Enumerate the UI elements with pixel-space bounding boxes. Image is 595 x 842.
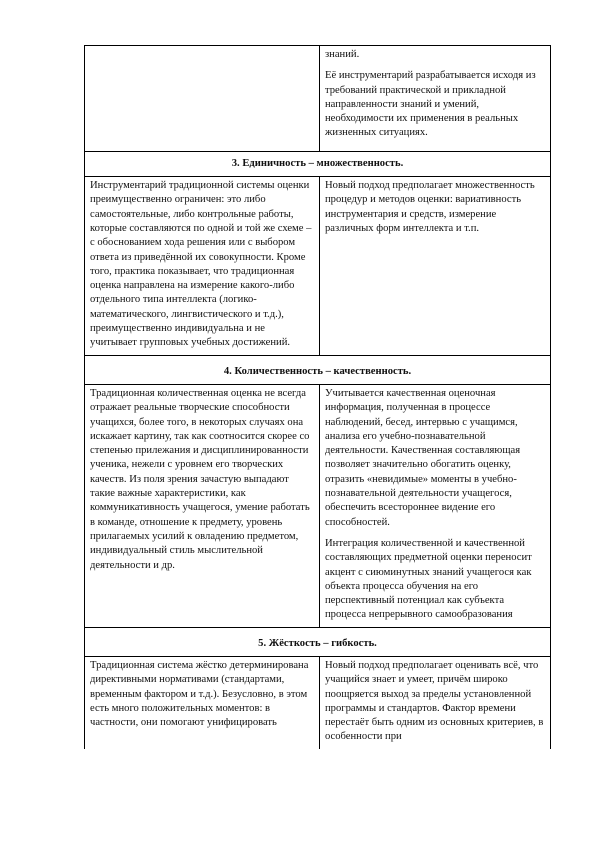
paragraph: Учитывается качественная оценочная информация, полученная в процессе наблюдений, бесед, интервью с учащимся, анализа его учебно-познавательной деятельности. Качественная составляющая позволяет значительно обогатить оценку, отразить «невидимые» моменты в учебно-познавательной деятельности учащегося, обеспечить всестороннее видение его способностей. [325, 387, 521, 528]
comparison-table [84, 45, 551, 749]
paragraph: Инструментарий традиционной системы оценки преимущественно ограничен: это либо самостоятельные, либо контрольные работы, которые составляются по одной и той же схеме – с обоснованием хода решения или с выбором ответа из приведённой их совокупности. Кроме того, практика показывает, что традиционная оценка направлена на измерение какого-либо отдельного типа интеллекта (логико-математического, лингвистического и т.д.), преимущественно индивидуальна и не учитывает групповых учебных достижений. [90, 180, 312, 349]
right-cell [320, 384, 551, 627]
right-cell [320, 656, 551, 748]
table-row [85, 177, 551, 356]
section-heading: 5. Жёсткость – гибкость. [85, 627, 551, 656]
section-heading-row [85, 355, 551, 384]
left-cell-empty [85, 46, 320, 152]
paragraph: Её инструментарий разрабатывается исходя из требований практической и прикладной направленности знаний и умений, необходимости их применения в реальных жизненных ситуациях. [325, 70, 536, 139]
section-heading-row [85, 151, 551, 176]
paragraph: Традиционная количественная оценка не всегда отражает реальные творческие способности учащихся, более того, в некоторых случаях она искажает картину, так как соотносится скорее со степенью прилежания и дисциплинированности ученика, нежели с уровнем его творческих качеств. Из поля зрения зачастую выпадают такие важные характеристики, как коммуникативность учащегося, умение работать в команде, отношение к предмету, уровень прилагаемых усилий к овладению предметом, индивидуальный стиль мыслительной деятельности и др. [90, 387, 310, 571]
table-row [85, 384, 551, 627]
paragraph: Новый подход предполагает множественность процедур и методов оценки: вариативность инструментария и средств, измерение различных форм интеллекта и т.п. [325, 180, 535, 234]
paragraph: Интеграция количественной и качественной составляющих предметной оценки переносит акцент с сиюминутных знаний учащегося как объекта процесса обучения на его перспективный потенциал как субъекта процесса непрерывного самообразования [325, 537, 532, 621]
right-cell [320, 177, 551, 356]
table-row [85, 656, 551, 748]
section-heading: 4. Количественность – качественность. [85, 355, 551, 384]
section-heading: 3. Единичность – множественность. [85, 151, 551, 176]
left-cell [85, 177, 320, 356]
paragraph: Традиционная система жёстко детерминирована директивными нормативами (стандартами, временным фактором и т.д.). Безусловно, в этом есть много положительных моментов: в частности, они помогают унифицировать [90, 659, 309, 729]
paragraph: знаний. [325, 49, 360, 60]
left-cell [85, 656, 320, 748]
table-row-continuation [85, 46, 551, 152]
section-heading-row [85, 627, 551, 656]
right-cell [320, 46, 551, 152]
paragraph: Новый подход предполагает оценивать всё, что учащийся знает и умеет, причём широко поощряется выход за пределы установленной программы и стандартов. Фактор времени перестаёт быть одним из основных критериев, в особенности при [325, 659, 544, 743]
left-cell [85, 384, 320, 627]
